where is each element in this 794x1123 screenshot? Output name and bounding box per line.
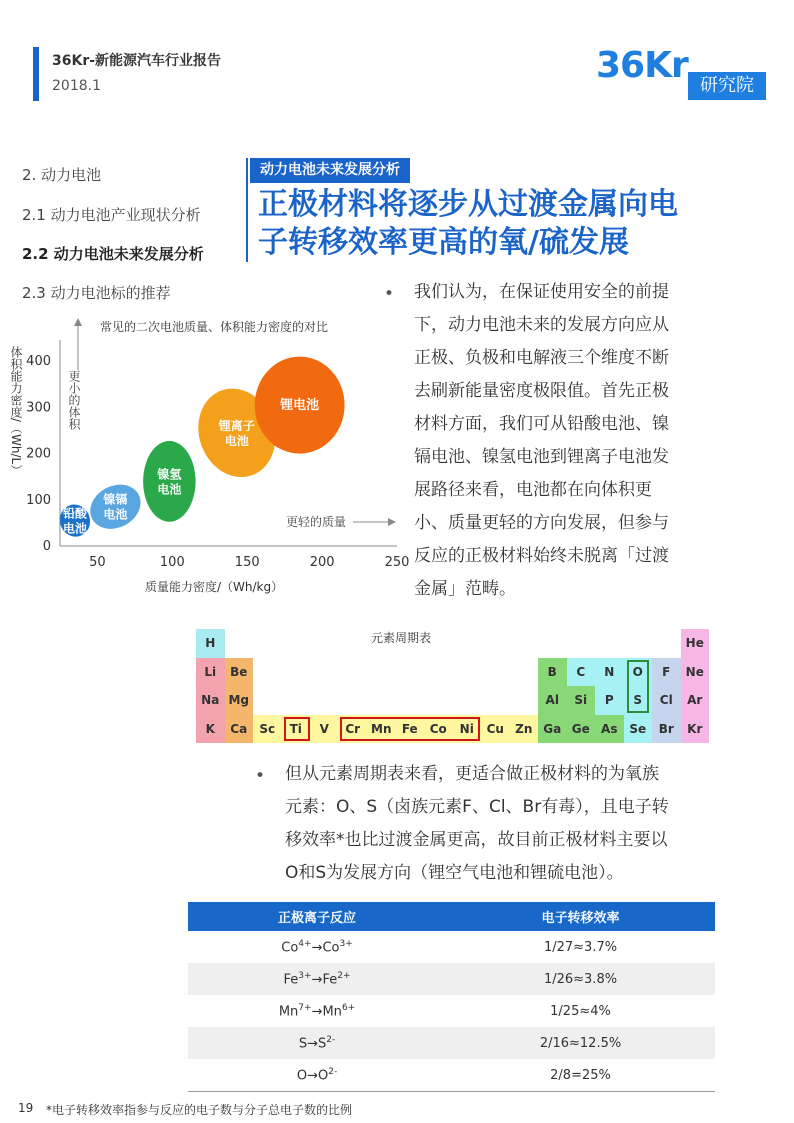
paragraph-line: 正极、负极和电解液三个维度不断	[414, 348, 669, 368]
element-cell-mn: Mn	[367, 715, 396, 744]
series-label: 电池	[224, 433, 249, 448]
reaction-cell: $Mn^{7+}\to Mn^{6+}$	[278, 1002, 356, 1020]
element-cell-cu: Cu	[481, 715, 510, 744]
chart-title: 常见的二次电池质量、体积能力密度的对比	[100, 320, 329, 334]
footnote: *电子转移效率指参与反应的电子数与分子总电子数的比例	[46, 1103, 353, 1117]
element-cell-c: C	[567, 658, 596, 687]
element-cell-v: V	[310, 715, 339, 744]
efficiency-cell: 1/25≈4%	[550, 1003, 611, 1019]
nav-item-2-1[interactable]: 2.1 动力电池产业现状分析	[22, 206, 201, 224]
section-tag: 动力电池未来发展分析	[250, 158, 410, 183]
page-number: 19	[18, 1101, 34, 1115]
table-row	[188, 963, 715, 995]
element-cell-k: K	[196, 715, 225, 744]
y-axis-label-text: 体积能力密度/（Wh/L）	[9, 346, 23, 477]
element-cell-kr: Kr	[681, 715, 710, 744]
column-header-efficiency: 电子转移效率	[446, 902, 715, 931]
element-cell-as: As	[595, 715, 624, 744]
highlight-transition-metals	[340, 717, 481, 742]
paragraph-2-bullet: •	[255, 766, 266, 786]
element-cell-li: Li	[196, 658, 225, 687]
paragraph-line: 反应的正极材料始终未脱离「过渡	[414, 546, 669, 566]
element-cell-h: H	[196, 629, 225, 658]
paragraph-line: 小、质量更轻的方向发展，但参与	[414, 513, 669, 533]
y-tick-label: 0	[42, 539, 51, 554]
paragraph-1	[414, 276, 714, 606]
element-cell-ar: Ar	[681, 686, 710, 715]
page-headline	[258, 186, 738, 262]
paragraph-line: 镉电池、镍氢电池到锂离子电池发	[414, 447, 669, 467]
y-tick-label: 300	[26, 400, 51, 416]
efficiency-cell: 1/27≈3.7%	[543, 939, 618, 955]
reaction-cell: $O\to O^{2-}$	[188, 1059, 446, 1092]
series-label: 电池	[62, 521, 87, 536]
element-cell-si: Si	[567, 686, 596, 715]
x-tick-label: 200	[309, 555, 335, 570]
element-cell-al: Al	[538, 686, 567, 715]
efficiency-cell: 1/26≈3.8%	[446, 963, 715, 995]
electron-transfer-table	[188, 902, 715, 1092]
element-cell-cr: Cr	[339, 715, 368, 744]
table-row	[188, 1027, 715, 1059]
header-accent-bar	[33, 47, 39, 101]
table-body	[188, 931, 715, 1092]
element-cell-b: B	[538, 658, 567, 687]
element-cell-s: S	[624, 686, 653, 715]
series-label: 镍镉	[103, 492, 128, 507]
element-cell-ga: Ga	[538, 715, 567, 744]
element-cell-zn: Zn	[510, 715, 539, 744]
table-header-row	[188, 902, 715, 931]
series-label: 铅酸	[62, 506, 87, 521]
paragraph-1-bullet: •	[384, 284, 395, 304]
headline-line-2: 子转移效率更高的氧/硫发展	[258, 225, 629, 260]
table-row	[188, 1059, 715, 1092]
series-label: 镍氢	[157, 467, 182, 482]
periodic-table-title: 元素周期表	[371, 631, 432, 645]
logo-main-text: 36Kr	[596, 45, 688, 86]
element-cell-sc: Sc	[253, 715, 282, 744]
series-label: 电池	[157, 482, 182, 497]
section-divider	[246, 158, 248, 262]
paragraph-line: 去刷新能量密度极限值。首先正极	[414, 381, 669, 401]
paragraph-line: 材料方面，我们可从铅酸电池、镍	[414, 414, 669, 434]
reaction-cell: $Fe^{3+}\to Fe^{2+}$	[188, 963, 446, 995]
y-ticks	[26, 354, 51, 554]
reaction-cell: $Co^{4+}\to Co^{3+}$	[281, 938, 353, 956]
logo-sub-text: 研究院	[688, 72, 766, 100]
nav-item-2-2[interactable]: 2.2 动力电池未来发展分析	[22, 245, 204, 263]
report-date: 2018.1	[52, 78, 101, 94]
y-tick-label: 400	[26, 354, 51, 370]
element-cell-ne: Ne	[681, 658, 710, 687]
element-cell-f: F	[652, 658, 681, 687]
y-tick-label: 100	[26, 492, 51, 508]
nav-item-2[interactable]: 2. 动力电池	[22, 166, 102, 184]
headline-line-1: 正极材料将逐步从过渡金属向电	[258, 187, 678, 222]
highlight-titanium	[284, 717, 311, 742]
y-axis-label	[9, 345, 23, 477]
paragraph-2	[285, 758, 725, 890]
efficiency-cell: 2/8=25%	[446, 1059, 715, 1092]
report-title: 36Kr-新能源汽车行业报告	[52, 53, 222, 69]
paragraph-line: 展路径来看，电池都在向体积更	[414, 480, 652, 500]
efficiency-cell: 2/16≈12.5%	[446, 1027, 715, 1059]
series-label: 锂电池	[280, 398, 320, 414]
column-header-reaction: 正极离子反应	[188, 902, 446, 931]
x-tick-label: 50	[89, 555, 106, 570]
brand-logo	[596, 45, 768, 103]
x-tick-label: 100	[159, 555, 185, 570]
element-cell-se: Se	[624, 715, 653, 744]
up-arrow-label: 更小的体积	[67, 370, 81, 430]
element-cell-cl: Cl	[652, 686, 681, 715]
paragraph-line: O和S为发展方向（锂空气电池和锂硫电池）。	[285, 863, 624, 883]
series-label: 电池	[103, 507, 128, 522]
table-row	[188, 995, 715, 1027]
element-cell-ti: Ti	[282, 715, 311, 744]
x-ticks	[89, 555, 409, 570]
element-cell-ge: Ge	[567, 715, 596, 744]
paragraph-line: 但从元素周期表来看，更适合做正极材料的为氧族	[285, 764, 659, 784]
element-cell-ca: Ca	[225, 715, 254, 744]
highlight-oxygen-group	[627, 660, 650, 713]
element-cell-fe: Fe	[396, 715, 425, 744]
x-tick-label: 250	[384, 555, 410, 570]
x-axis-label: 质量能力密度/（Wh/kg）	[145, 580, 284, 594]
element-cell-he: He	[681, 629, 710, 658]
element-cell-na: Na	[196, 686, 225, 715]
right-arrow-label: 更轻的质量	[286, 515, 347, 529]
paragraph-line: 移效率*也比过渡金属更高，故目前正极材料主要以	[285, 830, 668, 850]
x-tick-label: 150	[234, 555, 260, 570]
element-cell-o: O	[624, 658, 653, 687]
element-cell-mg: Mg	[225, 686, 254, 715]
chart-series	[56, 357, 345, 541]
paragraph-line: 我们认为，在保证使用安全的前提	[414, 282, 669, 302]
periodic-table	[196, 627, 711, 744]
element-cell-be: Be	[225, 658, 254, 687]
element-cell-br: Br	[652, 715, 681, 744]
element-cell-n: N	[595, 658, 624, 687]
energy-density-chart	[0, 310, 410, 610]
series-label: 锂离子	[218, 418, 255, 433]
nav-item-2-3[interactable]: 2.3 动力电池标的推荐	[22, 284, 171, 302]
reaction-cell: $S\to S^{2-}$	[188, 1027, 446, 1059]
y-tick-label: 200	[26, 446, 51, 462]
table-row	[188, 931, 715, 963]
element-cell-p: P	[595, 686, 624, 715]
element-cell-co: Co	[424, 715, 453, 744]
paragraph-line: 下，动力电池未来的发展方向应从	[414, 315, 669, 335]
element-cell-ni: Ni	[453, 715, 482, 744]
paragraph-line: 元素：O、S（卤族元素F、Cl、Br有毒），且电子转	[285, 797, 669, 817]
paragraph-line: 金属」范畴。	[414, 579, 516, 599]
